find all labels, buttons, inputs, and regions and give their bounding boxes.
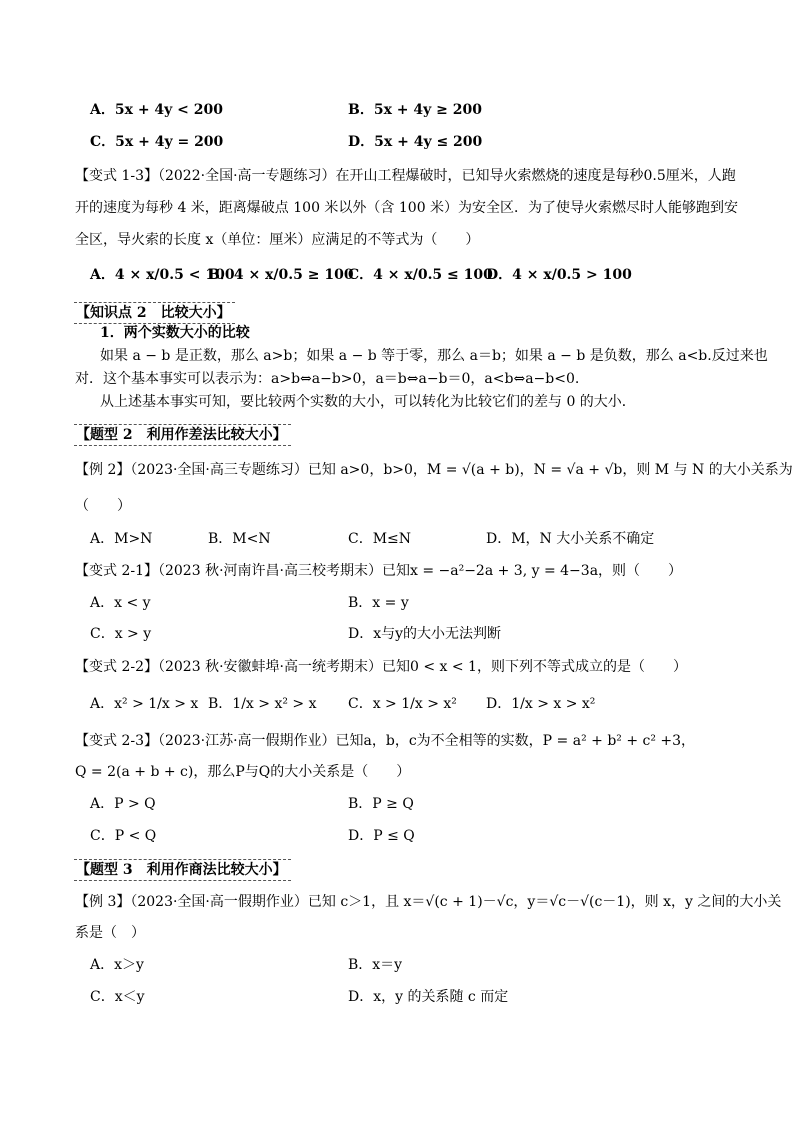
variant-2-1-line1: 【变式 2-1】（2023 秋·河南许昌·高三校考期末）已知x = −a²−2a + 3, y = 4−3a，则（ ） [75, 563, 683, 579]
variant-2-3-option-b: B．P ≥ Q [348, 796, 414, 812]
option-b: B．5x + 4y ≥ 200 [348, 102, 482, 118]
example-3-option-a: A．x＞y [90, 957, 144, 973]
example-3-line2: 系是（ ） [75, 925, 145, 941]
variant-2-2-option-a: A．x² > 1/x > x [90, 696, 199, 712]
example-3-line1: 【例 3】（2023·全国·高一假期作业）已知 c＞1，且 x＝√(c + 1)－√c，y＝√c－√(c－1)，则 x，y 之间的大小关 [75, 894, 782, 910]
variant-2-2-line1: 【变式 2-2】（2023 秋·安徽蚌埠·高一统考期末）已知0 < x < 1，则下列不等式成立的是（ ） [75, 659, 687, 675]
example-2-option-d: D．M，N 大小关系不确定 [486, 531, 655, 547]
type-3-heading: 【题型 3 利用作商法比较大小】 [74, 859, 291, 881]
example-3-option-c: C．x＜y [90, 989, 145, 1005]
variant-2-2-option-d: D．1/x > x > x² [486, 696, 596, 712]
variant-2-2-option-c: C．x > 1/x > x² [348, 696, 457, 712]
knowledge-subheading: 1．两个实数大小的比较 [100, 325, 250, 341]
variant-2-1-option-a: A．x < y [90, 595, 151, 611]
example-3-option-d: D．x，y 的关系随 c 而定 [348, 989, 509, 1005]
variant-1-3-option-a: A．4 × x/0.5 < 100 [90, 267, 235, 283]
variant-1-3-option-d: D．4 × x/0.5 > 100 [486, 267, 632, 283]
example-2-option-a: A．M>N [90, 531, 153, 547]
variant-1-3-line2: 开的速度为每秒 4 米，距离爆破点 100 米以外（含 100 米）为安全区．为了使导火索燃尽时人能够跑到安 [75, 200, 739, 216]
example-2-line2: （ ） [75, 498, 131, 514]
variant-2-3-line1: 【变式 2-3】（2023·江苏·高一假期作业）已知a，b，c为不全相等的实数，P = a² + b² + c² +3， [75, 733, 696, 749]
option-c: C．5x + 4y = 200 [90, 134, 224, 150]
knowledge-paragraph-3: 从上述基本事实可知，要比较两个实数的大小，可以转化为比较它们的差与 0 的大小． [100, 394, 636, 410]
variant-2-1-option-c: C．x > y [90, 626, 152, 642]
variant-2-3-line2: Q = 2(a + b + c)，那么P与Q的大小关系是（ ） [75, 764, 411, 780]
variant-2-1-option-d: D．x与y的大小无法判断 [348, 626, 502, 642]
type-2-heading: 【题型 2 利用作差法比较大小】 [74, 424, 291, 446]
option-d: D．5x + 4y ≤ 200 [348, 134, 483, 150]
option-a: A．5x + 4y < 200 [90, 102, 224, 118]
variant-2-3-option-c: C．P < Q [90, 828, 157, 844]
knowledge-point-heading: 【知识点 2 比较大小】 [74, 302, 235, 324]
example-3-option-b: B．x＝y [348, 957, 403, 973]
variant-1-3-line3: 全区，导火索的长度 x（单位：厘米）应满足的不等式为（ ） [75, 232, 480, 248]
example-2-option-c: C．M≤N [348, 531, 412, 547]
variant-1-3-option-c: C．4 × x/0.5 ≤ 100 [348, 267, 493, 283]
variant-2-1-option-b: B．x = y [348, 595, 409, 611]
example-2-line1: 【例 2】（2023·全国·高三专题练习）已知 a>0，b>0，M = √(a + b)，N = √a + √b，则 M 与 N 的大小关系为 [75, 462, 793, 478]
variant-2-2-option-b: B．1/x > x² > x [208, 696, 317, 712]
variant-2-3-option-d: D．P ≤ Q [348, 828, 415, 844]
variant-1-3-option-b: B．4 × x/0.5 ≥ 100 [208, 267, 354, 283]
knowledge-paragraph-1: 如果 a − b 是正数，那么 a>b；如果 a − b 等于零，那么 a＝b；如果 a − b 是负数，那么 a<b.反过来也 [100, 348, 768, 364]
example-2-option-b: B．M<N [208, 531, 271, 547]
variant-1-3-line1: 【变式 1-3】（2022·全国·高一专题练习）在开山工程爆破时，已知导火索燃烧的速度是每秒0.5厘米，人跑 [75, 168, 736, 184]
knowledge-paragraph-2: 对．这个基本事实可以表示为：a>b⇔a−b>0，a＝b⇔a−b＝0，a<b⇔a−b<0. [75, 371, 580, 387]
variant-2-3-option-a: A．P > Q [90, 796, 156, 812]
